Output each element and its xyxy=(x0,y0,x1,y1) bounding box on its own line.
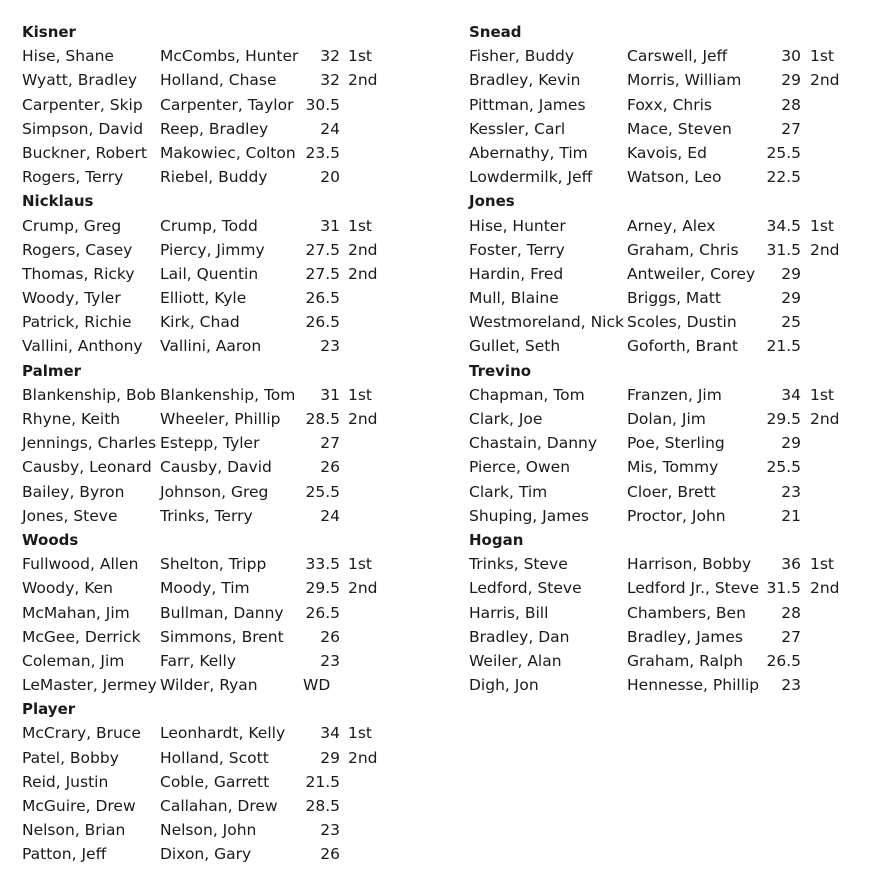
team-row xyxy=(469,93,859,117)
team-row xyxy=(22,334,442,358)
team-score: 36 xyxy=(781,555,801,574)
player1-name: Kessler, Carl xyxy=(469,119,566,138)
team-row xyxy=(22,407,442,431)
player2-name: Lail, Quentin xyxy=(160,264,259,283)
player2-name: Graham, Chris xyxy=(627,240,739,259)
player1-name: Foster, Terry xyxy=(469,240,565,259)
team-row xyxy=(22,504,442,528)
team-place: 2nd xyxy=(810,240,840,259)
team-score: 30.5 xyxy=(305,95,340,114)
player2-name: Cloer, Brett xyxy=(627,482,716,501)
player2-name: Leonhardt, Kelly xyxy=(160,724,286,743)
player1-name: Hise, Hunter xyxy=(469,216,566,235)
team-score: 28 xyxy=(781,603,801,622)
team-score: WD xyxy=(303,676,331,695)
player2-name: Simmons, Brent xyxy=(160,627,284,646)
flight-palmer xyxy=(22,359,442,528)
team-place: 1st xyxy=(348,216,373,235)
team-score: 26 xyxy=(320,845,340,864)
team-row xyxy=(22,625,442,649)
team-row xyxy=(469,286,859,310)
player2-name: Estepp, Tyler xyxy=(160,434,260,453)
team-place: 2nd xyxy=(810,579,840,598)
team-row xyxy=(22,673,442,697)
player1-name: Bailey, Byron xyxy=(22,482,125,501)
team-row xyxy=(22,649,442,673)
flight-nicklaus xyxy=(22,189,442,358)
team-score: 28 xyxy=(781,95,801,114)
team-score: 20 xyxy=(320,168,340,187)
team-row xyxy=(469,214,859,238)
team-row xyxy=(469,552,859,576)
player2-name: Dolan, Jim xyxy=(627,410,706,428)
team-score: 21 xyxy=(781,506,801,525)
team-score: 25.5 xyxy=(766,458,801,477)
team-row xyxy=(22,68,442,92)
flight-title: Kisner xyxy=(22,23,76,41)
player2-name: Mace, Steven xyxy=(627,119,732,138)
team-place: 1st xyxy=(348,555,373,574)
team-row xyxy=(22,262,442,286)
team-score: 29 xyxy=(781,434,801,453)
team-row xyxy=(469,141,859,165)
team-place: 2nd xyxy=(810,71,840,90)
team-score: 26.5 xyxy=(305,313,340,332)
player1-name: Weiler, Alan xyxy=(469,651,562,670)
team-score: 23 xyxy=(320,651,340,670)
flight-hogan xyxy=(469,528,859,697)
player1-name: Jennings, Charles xyxy=(22,434,157,453)
team-row xyxy=(469,601,859,625)
player1-name: Mull, Blaine xyxy=(469,289,559,308)
flight-title: Trevino xyxy=(469,361,532,380)
team-row xyxy=(22,480,442,504)
team-score: 29.5 xyxy=(766,410,801,428)
team-row xyxy=(22,310,442,334)
flight-title: Palmer xyxy=(22,361,82,380)
player2-name: Graham, Ralph xyxy=(627,651,744,670)
player1-name: Thomas, Ricky xyxy=(22,264,135,283)
team-row xyxy=(469,673,859,697)
flight-title: Player xyxy=(22,700,76,719)
player1-name: Abernathy, Tim xyxy=(469,143,588,162)
player2-name: Shelton, Tripp xyxy=(160,555,267,574)
team-score: 26 xyxy=(320,627,340,646)
team-row xyxy=(22,238,442,262)
flight-player xyxy=(22,697,442,866)
left-column xyxy=(22,20,442,867)
team-row xyxy=(22,576,442,600)
player2-name: Proctor, John xyxy=(627,506,726,525)
team-row xyxy=(469,262,859,286)
player1-name: Nelson, Brian xyxy=(22,821,126,840)
team-row xyxy=(469,455,859,479)
team-score: 31.5 xyxy=(766,579,801,598)
team-score: 25 xyxy=(781,313,801,332)
flight-woods xyxy=(22,528,442,697)
team-score: 27.5 xyxy=(305,240,340,259)
team-score: 23.5 xyxy=(305,143,340,162)
flight-snead xyxy=(469,20,859,189)
team-row xyxy=(469,576,859,600)
player2-name: Bullman, Danny xyxy=(160,603,284,622)
team-row xyxy=(469,68,859,92)
player1-name: Rogers, Terry xyxy=(22,168,124,187)
team-row xyxy=(469,165,859,189)
player1-name: Hardin, Fred xyxy=(469,264,564,283)
team-row xyxy=(469,649,859,673)
player2-name: Watson, Leo xyxy=(627,168,722,187)
team-score: 33.5 xyxy=(305,555,340,574)
player1-name: Patel, Bobby xyxy=(22,748,119,767)
player2-name: Wilder, Ryan xyxy=(160,676,258,695)
flight-title: Woods xyxy=(22,530,79,549)
player1-name: Coleman, Jim xyxy=(22,651,125,670)
player1-name: McGee, Derrick xyxy=(22,627,141,646)
team-row xyxy=(22,721,442,745)
team-score: 25.5 xyxy=(305,482,340,501)
team-row xyxy=(22,818,442,842)
team-score: 23 xyxy=(320,821,340,840)
team-place: 1st xyxy=(810,216,835,235)
player1-name: Clark, Joe xyxy=(469,410,543,428)
team-score: 27 xyxy=(781,627,801,646)
team-score: 31 xyxy=(320,385,340,404)
player2-name: McCombs, Hunter xyxy=(160,47,299,66)
team-place: 2nd xyxy=(348,410,378,428)
player2-name: Trinks, Terry xyxy=(160,506,253,525)
player1-name: Fisher, Buddy xyxy=(469,47,575,66)
team-place: 1st xyxy=(348,47,373,66)
flight-title: Snead xyxy=(469,23,522,41)
team-row xyxy=(22,455,442,479)
right-column xyxy=(469,20,859,697)
team-row xyxy=(469,625,859,649)
player2-name: Scoles, Dustin xyxy=(627,313,737,332)
player1-name: Vallini, Anthony xyxy=(22,337,143,356)
player2-name: Antweiler, Corey xyxy=(627,264,756,283)
team-score: 22.5 xyxy=(766,168,801,187)
player1-name: McMahan, Jim xyxy=(22,603,130,622)
player2-name: Riebel, Buddy xyxy=(160,168,268,187)
player1-name: Carpenter, Skip xyxy=(22,95,143,114)
team-score: 28.5 xyxy=(305,410,340,428)
player2-name: Elliott, Kyle xyxy=(160,289,247,308)
player1-name: Rogers, Casey xyxy=(22,240,133,259)
player1-name: Bradley, Dan xyxy=(469,627,570,646)
flight-title: Jones xyxy=(469,192,515,211)
team-place: 1st xyxy=(810,385,835,404)
player2-name: Dixon, Gary xyxy=(160,845,252,864)
team-score: 31 xyxy=(320,216,340,235)
team-row xyxy=(22,794,442,818)
team-score: 26.5 xyxy=(305,289,340,308)
player2-name: Briggs, Matt xyxy=(627,289,721,308)
team-row xyxy=(22,552,442,576)
player2-name: Foxx, Chris xyxy=(627,95,712,114)
player2-name: Carswell, Jeff xyxy=(627,47,728,66)
team-score: 26.5 xyxy=(766,651,801,670)
flight-title: Hogan xyxy=(469,530,524,549)
team-row xyxy=(22,165,442,189)
player2-name: Morris, William xyxy=(627,71,742,90)
player2-name: Carpenter, Taylor xyxy=(160,95,294,114)
flight-jones xyxy=(469,189,859,358)
team-score: 27.5 xyxy=(305,264,340,283)
player2-name: Ledford Jr., Steve xyxy=(627,579,760,598)
flight-title: Nicklaus xyxy=(22,192,94,211)
team-place: 2nd xyxy=(348,240,378,259)
player1-name: Jones, Steve xyxy=(22,506,118,525)
player2-name: Callahan, Drew xyxy=(160,797,278,815)
team-row xyxy=(22,746,442,770)
player1-name: Gullet, Seth xyxy=(469,337,561,356)
team-row xyxy=(22,286,442,310)
team-row xyxy=(469,431,859,455)
team-score: 23 xyxy=(781,676,801,695)
player1-name: McGuire, Drew xyxy=(22,797,136,815)
player1-name: Chapman, Tom xyxy=(469,385,585,404)
player1-name: Causby, Leonard xyxy=(22,458,152,477)
player2-name: Makowiec, Colton xyxy=(160,143,296,162)
player2-name: Wheeler, Phillip xyxy=(160,410,281,428)
team-score: 32 xyxy=(320,47,340,66)
player2-name: Mis, Tommy xyxy=(627,458,719,477)
team-row xyxy=(22,770,442,794)
player2-name: Reep, Bradley xyxy=(160,119,269,138)
player2-name: Farr, Kelly xyxy=(160,651,237,670)
team-score: 27 xyxy=(781,119,801,138)
player2-name: Hennesse, Phillip xyxy=(627,676,760,695)
player1-name: Woody, Tyler xyxy=(22,289,121,308)
player1-name: Patton, Jeff xyxy=(22,845,107,864)
player2-name: Kirk, Chad xyxy=(160,313,240,332)
team-score: 31.5 xyxy=(766,240,801,259)
team-row xyxy=(469,310,859,334)
player2-name: Vallini, Aaron xyxy=(160,337,262,356)
team-place: 2nd xyxy=(810,410,840,428)
team-row xyxy=(469,117,859,141)
team-place: 1st xyxy=(810,555,835,574)
team-score: 29.5 xyxy=(305,579,340,598)
team-row xyxy=(22,141,442,165)
player1-name: Pittman, James xyxy=(469,95,586,114)
team-score: 26 xyxy=(320,458,340,477)
player2-name: Moody, Tim xyxy=(160,579,250,598)
team-score: 26.5 xyxy=(305,603,340,622)
player2-name: Coble, Garrett xyxy=(160,772,270,791)
team-row xyxy=(22,383,442,407)
player1-name: Bradley, Kevin xyxy=(469,71,581,90)
player2-name: Arney, Alex xyxy=(627,216,716,235)
team-row xyxy=(469,44,859,68)
team-row xyxy=(22,601,442,625)
player2-name: Kavois, Ed xyxy=(627,143,707,162)
player2-name: Causby, David xyxy=(160,458,272,477)
team-place: 1st xyxy=(810,47,835,66)
player1-name: Reid, Justin xyxy=(22,772,109,791)
team-row xyxy=(469,334,859,358)
team-row xyxy=(22,93,442,117)
player1-name: Chastain, Danny xyxy=(469,434,598,453)
player1-name: Pierce, Owen xyxy=(469,458,571,477)
player1-name: Digh, Jon xyxy=(469,676,539,695)
team-place: 2nd xyxy=(348,71,378,90)
team-score: 30 xyxy=(781,47,801,66)
player2-name: Holland, Scott xyxy=(160,748,269,767)
player1-name: Fullwood, Allen xyxy=(22,555,139,574)
player2-name: Harrison, Bobby xyxy=(627,555,752,574)
team-score: 21.5 xyxy=(305,772,340,791)
player1-name: Ledford, Steve xyxy=(469,579,582,598)
team-score: 34 xyxy=(781,385,801,404)
team-score: 29 xyxy=(781,264,801,283)
player2-name: Holland, Chase xyxy=(160,71,277,90)
team-row xyxy=(469,238,859,262)
team-score: 24 xyxy=(320,506,340,525)
player2-name: Crump, Todd xyxy=(160,216,258,235)
player2-name: Franzen, Jim xyxy=(627,385,722,404)
player1-name: LeMaster, Jermey xyxy=(22,676,157,695)
player2-name: Johnson, Greg xyxy=(160,482,269,501)
player1-name: Shuping, James xyxy=(469,506,589,525)
team-row xyxy=(22,842,442,866)
team-row xyxy=(22,44,442,68)
player2-name: Nelson, John xyxy=(160,821,257,840)
team-score: 24 xyxy=(320,119,340,138)
team-score: 23 xyxy=(781,482,801,501)
player1-name: McCrary, Bruce xyxy=(22,724,141,743)
player2-name: Poe, Sterling xyxy=(627,434,725,453)
team-score: 32 xyxy=(320,71,340,90)
player2-name: Piercy, Jimmy xyxy=(160,240,265,259)
player1-name: Rhyne, Keith xyxy=(22,410,121,428)
player1-name: Trinks, Steve xyxy=(469,555,568,574)
team-row xyxy=(469,407,859,431)
player2-name: Blankenship, Tom xyxy=(160,385,296,404)
player1-name: Hise, Shane xyxy=(22,47,114,66)
team-score: 23 xyxy=(320,337,340,356)
team-row xyxy=(22,214,442,238)
team-place: 1st xyxy=(348,385,373,404)
team-place: 1st xyxy=(348,724,373,743)
player1-name: Clark, Tim xyxy=(469,482,548,501)
team-score: 27 xyxy=(320,434,340,453)
team-score: 21.5 xyxy=(766,337,801,356)
team-score: 29 xyxy=(781,289,801,308)
player1-name: Wyatt, Bradley xyxy=(22,71,138,90)
player2-name: Chambers, Ben xyxy=(627,603,746,622)
team-place: 2nd xyxy=(348,264,378,283)
team-place: 2nd xyxy=(348,579,378,598)
team-row xyxy=(469,383,859,407)
team-row xyxy=(469,480,859,504)
player2-name: Goforth, Brant xyxy=(627,337,738,356)
player1-name: Patrick, Richie xyxy=(22,313,132,332)
player1-name: Harris, Bill xyxy=(469,603,549,622)
flight-kisner xyxy=(22,20,442,189)
team-score: 25.5 xyxy=(766,143,801,162)
flight-trevino xyxy=(469,359,859,528)
team-row xyxy=(22,117,442,141)
team-place: 2nd xyxy=(348,748,378,767)
team-score: 29 xyxy=(320,748,340,767)
player2-name: Bradley, James xyxy=(627,627,743,646)
team-row xyxy=(22,431,442,455)
player1-name: Woody, Ken xyxy=(22,579,114,598)
player1-name: Westmoreland, Nick xyxy=(469,313,624,332)
player1-name: Crump, Greg xyxy=(22,216,122,235)
team-score: 28.5 xyxy=(305,797,340,815)
team-score: 34 xyxy=(320,724,340,743)
team-score: 34.5 xyxy=(766,216,801,235)
player1-name: Lowdermilk, Jeff xyxy=(469,168,593,187)
player1-name: Simpson, David xyxy=(22,119,144,138)
team-score: 29 xyxy=(781,71,801,90)
player1-name: Blankenship, Bob xyxy=(22,385,156,404)
team-row xyxy=(469,504,859,528)
player1-name: Buckner, Robert xyxy=(22,143,147,162)
